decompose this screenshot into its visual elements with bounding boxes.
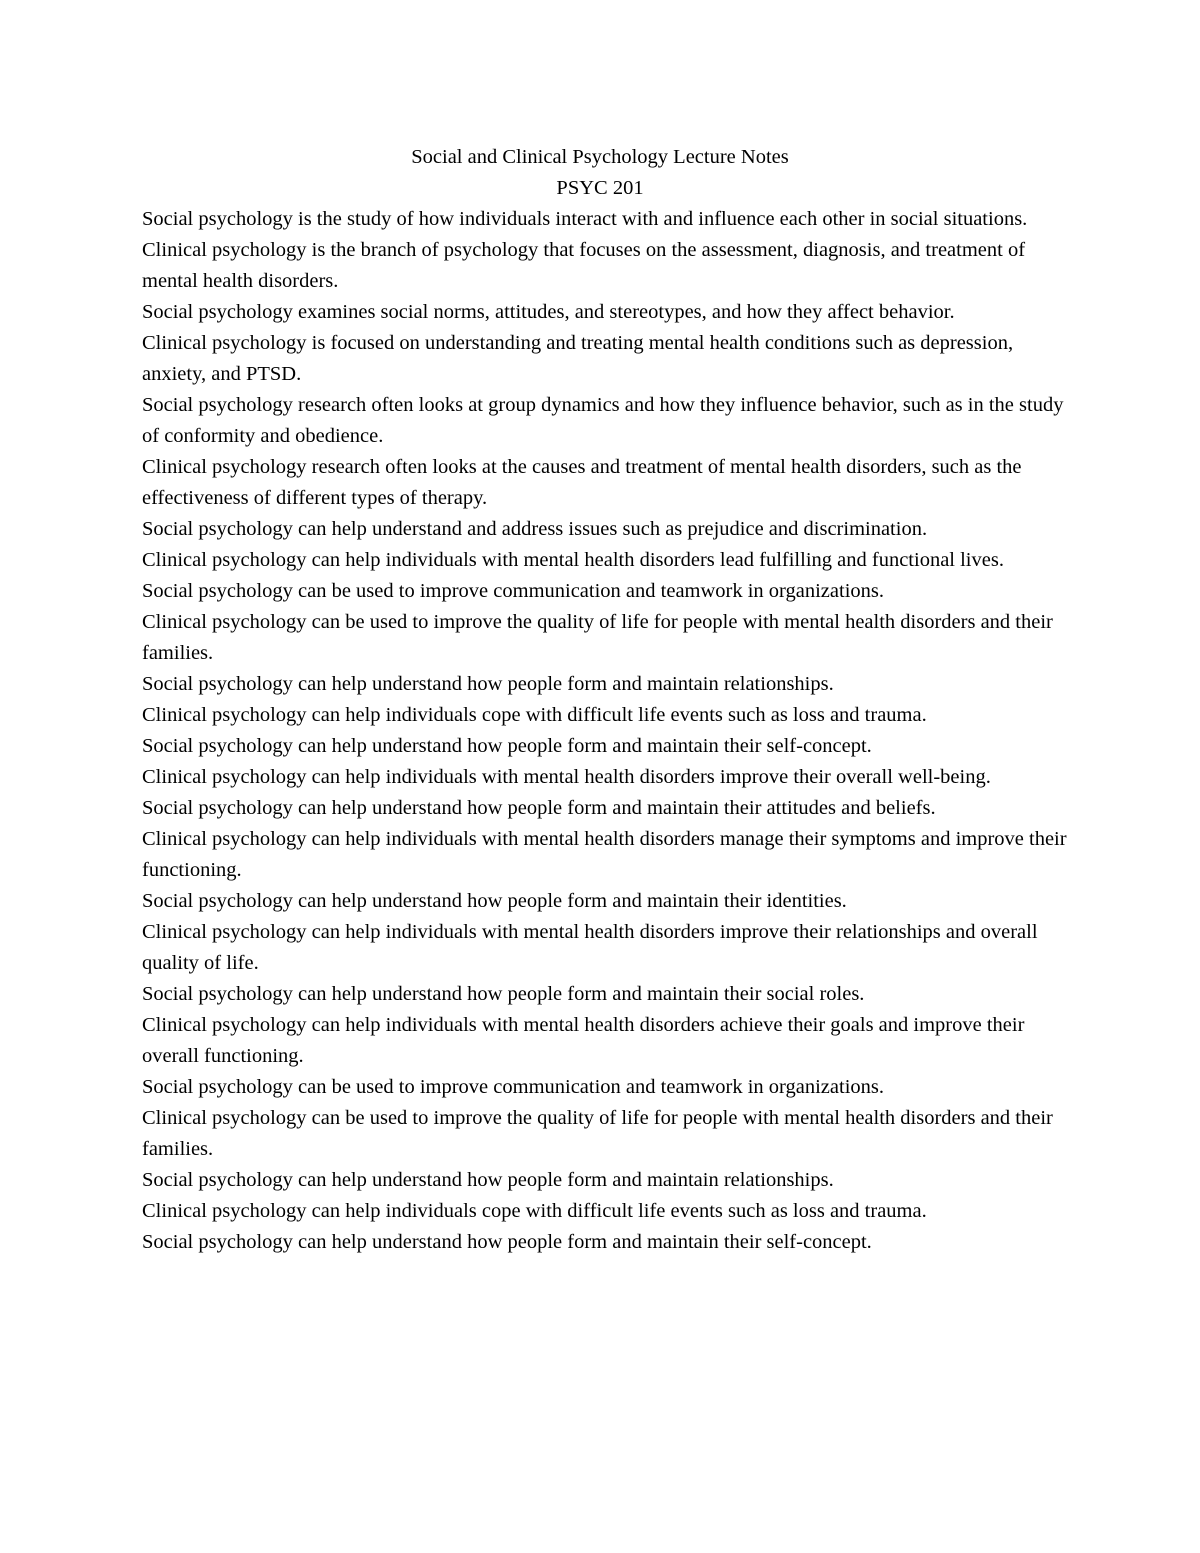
note-paragraph: Clinical psychology is focused on understanding and treating mental health conditions such as depression, anxiety, and PTSD. <box>142 332 1014 385</box>
note-paragraph: Social psychology can help understand how people form and maintain their attitudes and beliefs. <box>142 797 936 819</box>
note-paragraph: Clinical psychology can be used to improve the quality of life for people with mental health disorders and their families. <box>142 1107 1053 1160</box>
note-paragraph: Clinical psychology can help individuals with mental health disorders achieve their goals and improve their overall functioning. <box>142 1014 1025 1067</box>
note-paragraph: Clinical psychology can help individuals with mental health disorders lead fulfilling and functional lives. <box>142 549 1004 571</box>
note-paragraph: Clinical psychology is the branch of psychology that focuses on the assessment, diagnosis, and treatment of mental health disorders. <box>142 239 1026 292</box>
document-header <box>0 142 1200 204</box>
note-paragraph: Clinical psychology can help individuals cope with difficult life events such as loss and trauma. <box>142 1200 927 1222</box>
note-paragraph: Social psychology can be used to improve communication and teamwork in organizations. <box>142 580 885 602</box>
note-paragraph: Social psychology can help understand how people form and maintain relationships. <box>142 1169 834 1191</box>
note-paragraph: Social psychology examines social norms, attitudes, and stereotypes, and how they affect behavior. <box>142 301 955 323</box>
course-code: PSYC 201 <box>556 177 644 199</box>
note-paragraph: Social psychology research often looks at group dynamics and how they influence behavior, such as in the study of conformity and obedience. <box>142 394 1064 447</box>
note-paragraph: Social psychology can help understand how people form and maintain their self-concept. <box>142 1231 872 1253</box>
note-paragraph: Clinical psychology research often looks at the causes and treatment of mental health disorders, such as the effectiveness of different types of therapy. <box>142 456 1022 509</box>
note-paragraph: Clinical psychology can be used to improve the quality of life for people with mental health disorders and their families. <box>142 611 1053 664</box>
note-paragraph: Clinical psychology can help individuals with mental health disorders improve their overall well-being. <box>142 766 991 788</box>
note-paragraph: Social psychology can help understand and address issues such as prejudice and discrimination. <box>142 518 928 540</box>
note-paragraph: Social psychology can help understand how people form and maintain their self-concept. <box>142 735 872 757</box>
note-paragraph: Clinical psychology can help individuals with mental health disorders manage their symptoms and improve their functioning. <box>142 828 1067 881</box>
note-paragraph: Social psychology can be used to improve communication and teamwork in organizations. <box>142 1076 885 1098</box>
note-paragraph: Clinical psychology can help individuals cope with difficult life events such as loss and trauma. <box>142 704 927 726</box>
document-title: Social and Clinical Psychology Lecture Notes <box>411 146 789 168</box>
notes-body <box>142 204 1072 1258</box>
note-paragraph: Social psychology can help understand how people form and maintain their identities. <box>142 890 847 912</box>
note-paragraph: Social psychology can help understand how people form and maintain relationships. <box>142 673 834 695</box>
note-paragraph: Clinical psychology can help individuals with mental health disorders improve their relationships and overall quality of life. <box>142 921 1038 974</box>
note-paragraph: Social psychology can help understand how people form and maintain their social roles. <box>142 983 865 1005</box>
note-paragraph: Social psychology is the study of how individuals interact with and influence each other in social situations. <box>142 208 1028 230</box>
